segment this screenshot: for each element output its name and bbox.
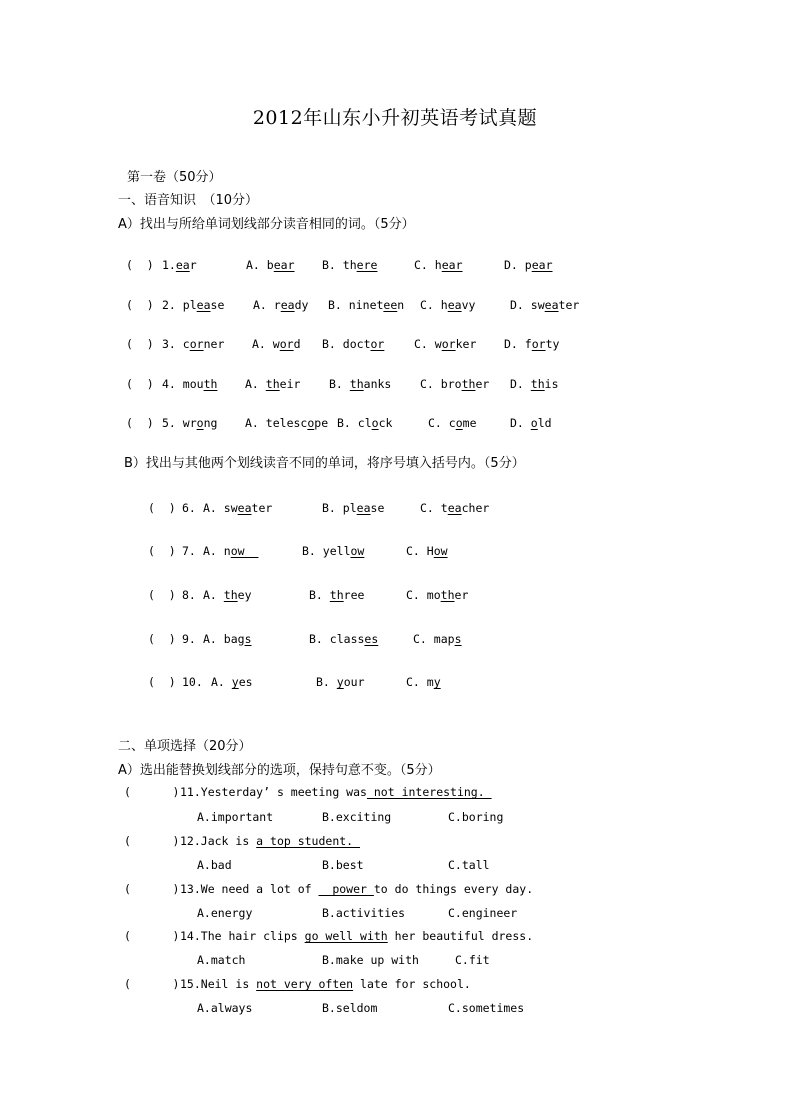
word-text: ree [343,588,365,602]
page-title: 2012年山东小升初英语考试真题 [252,107,538,129]
option-a: A.energy [197,906,253,920]
option-letter: C. [420,298,434,312]
option-letter: C. [406,588,420,602]
option-letter: C. [414,258,428,272]
option-letter: D. [510,377,524,391]
stem-text: Neil is [200,977,257,991]
question-number: 6. [182,501,196,515]
option-b [328,298,404,312]
word-underline: ow [230,544,259,558]
option-letter: B. [316,675,330,689]
word-text: bag [223,632,245,646]
stem-text: We need a lot of [200,882,319,896]
option-a [211,675,253,689]
option-b: B.make up with [322,953,419,967]
word-text: ter [251,501,273,515]
option-c [406,588,468,602]
question-stem [180,834,360,848]
word-underline: or [279,337,294,351]
word-text: cl [357,416,372,430]
stem-text: to do things every day. [373,882,534,896]
option-b: B.exciting [322,810,392,824]
section-1-heading: 一、语音知识 （10分） [118,193,259,208]
question-number: 4. [162,377,176,391]
word-underline: th [530,377,545,391]
word-underline: ea [447,298,462,312]
word-text: mo [426,588,441,602]
option-letter: B. [302,544,316,558]
word-text: se [210,298,225,312]
answer-paren[interactable]: ( ) [148,588,176,602]
word-text: h [440,298,448,312]
option-c [414,258,463,272]
word-text: map [433,632,455,646]
word-underline: ea [280,298,295,312]
option-c: C.fit [455,953,490,967]
word-underline: y [433,675,441,689]
option-letter: B. [337,416,351,430]
option-b: B.seldom [322,1001,378,1015]
option-c [414,337,476,351]
option-a [203,588,252,602]
word-text: dy [294,298,309,312]
word-underline: ere [356,258,378,272]
answer-paren[interactable]: ( ) [124,785,180,799]
answer-paren[interactable]: ( ) [124,882,180,896]
word-underline: ear [531,258,553,272]
answer-paren[interactable]: ( ) [126,377,154,391]
word-text: bro [440,377,462,391]
word-text: ty [545,337,560,351]
option-letter: B. [309,632,323,646]
answer-paren[interactable]: ( ) [148,501,176,515]
answer-paren[interactable]: ( ) [126,298,154,312]
answer-paren[interactable]: ( ) [126,337,154,351]
word-text: p [524,258,532,272]
word-text: pl [182,298,197,312]
option-letter: B. [328,298,342,312]
option-c [420,501,489,515]
question-number: 5. [162,416,176,430]
option-letter: B. [322,337,336,351]
option-c [413,632,462,646]
word-text: telesc [265,416,308,430]
answer-paren[interactable]: ( ) [124,977,180,991]
answer-paren[interactable]: ( ) [148,544,176,558]
word-underline: o [530,416,538,430]
word-underline: es [364,632,379,646]
option-b [322,337,384,351]
word-text: d [293,337,301,351]
word-text: sw [223,501,238,515]
option-c [420,298,475,312]
section-2-heading: 二、单项选择（20分） [118,739,252,754]
question-number: 10. [182,675,203,689]
word-underline: ow [350,544,365,558]
word-underline: th [349,377,364,391]
stem-text: late for school. [353,977,471,991]
word-text: h [434,258,442,272]
option-letter: A. [246,258,260,272]
option-letter: A. [253,298,267,312]
word-text: vy [461,298,476,312]
word-underline: or [370,337,385,351]
option-a [246,258,295,272]
word-text: eir [279,377,301,391]
option-a: A.always [197,1001,253,1015]
word-text: w [272,337,280,351]
option-letter: A. [203,501,217,515]
word-underline: o [455,416,463,430]
option-b [316,675,365,689]
word-text: c [448,416,456,430]
question-number: 2. [162,298,176,312]
option-a [203,632,252,646]
stem-underline: not interesting. [366,785,492,799]
word-text: our [343,675,365,689]
word-text: H [426,544,434,558]
question-number: 9. [182,632,196,646]
question-number: 15. [180,977,201,991]
option-a [253,298,308,312]
option-c: C.tall [448,858,490,872]
option-letter: A. [211,675,225,689]
option-a [245,416,328,430]
option-b [322,501,384,515]
word-text: th [342,258,357,272]
question-item [162,337,224,351]
word-underline: ea [447,501,462,515]
option-letter: A. [252,337,266,351]
word-underline: ea [356,501,371,515]
answer-paren[interactable]: ( ) [148,632,176,646]
question-item [162,377,217,391]
option-b [337,416,392,430]
question-stem [180,929,533,943]
word-text: m [426,675,434,689]
option-letter: B. [322,258,336,272]
stem-underline: go well with [304,929,388,943]
word-text: w [434,337,442,351]
word-underline: y [231,675,239,689]
word-underline: s [244,632,252,646]
word-underline: o [307,416,315,430]
word-underline: ear [441,258,463,272]
word-text: ker [455,337,477,351]
question-number: 12. [180,834,201,848]
question-stem [180,882,533,896]
option-c: C.engineer [448,906,518,920]
option-a [203,501,272,515]
question-number: 3. [162,337,176,351]
option-letter: D. [504,337,518,351]
option-letter: A. [245,377,259,391]
word-text: yell [322,544,351,558]
word-text: f [524,337,532,351]
word-text: cher [461,501,490,515]
question-item [162,416,217,430]
option-c: C.boring [448,810,504,824]
option-b: B.activities [322,906,406,920]
stem-text: her beautiful dress. [387,929,534,943]
word-text: t [440,501,448,515]
word-text: is [544,377,559,391]
option-a [245,377,300,391]
option-letter: B. [309,588,323,602]
word-underline: th [440,588,455,602]
word-text: r [189,258,197,272]
option-letter: C. [414,337,428,351]
word-text: pe [314,416,329,430]
word-text: ey [237,588,252,602]
option-d [504,337,559,351]
option-letter: D. [510,416,524,430]
word-text: er [475,377,490,391]
word-underline: ea [544,298,559,312]
word-text: class [329,632,365,646]
stem-text: Jack is [200,834,257,848]
word-underline: o [196,416,204,430]
option-letter: C. [420,377,434,391]
word-text: doct [342,337,371,351]
option-a: A.bad [197,858,232,872]
question-number: 11. [180,785,201,799]
option-letter: C. [428,416,442,430]
option-letter: C. [406,675,420,689]
question-stem [180,977,471,991]
word-text: mou [182,377,204,391]
word-underline: th [329,588,344,602]
stem-underline: a top student. [256,834,361,848]
stem-underline: power [318,882,374,896]
word-underline: or [189,337,204,351]
option-b [309,632,378,646]
option-a [203,544,258,558]
word-text: ter [558,298,580,312]
word-text: pl [342,501,357,515]
stem-text: Yesterday’ s meeting was [200,785,367,799]
answer-paren[interactable]: ( ) [124,834,180,848]
word-text: me [462,416,477,430]
stem-text: The hair clips [200,929,305,943]
word-underline: th [265,377,280,391]
option-c [406,544,448,558]
word-underline: ow [433,544,448,558]
word-underline: ear [273,258,295,272]
answer-paren[interactable]: ( ) [148,675,176,689]
word-underline: ea [237,501,252,515]
word-underline: s [454,632,462,646]
option-c [420,377,489,391]
question-item [162,258,197,272]
section-1-part-b: B）找出与其他两个划线读音不同的单词，将序号填入括号内。（5分） [124,456,525,471]
word-underline: ea [196,298,211,312]
option-letter: C. [413,632,427,646]
word-text: er [454,588,469,602]
option-b [329,377,391,391]
word-text: ninet [348,298,384,312]
option-d [510,298,579,312]
question-number: 14. [180,929,201,943]
option-a [252,337,301,351]
option-c [428,416,477,430]
option-letter: C. [420,501,434,515]
question-number: 8. [182,588,196,602]
option-letter: A. [203,544,217,558]
option-letter: D. [510,298,524,312]
option-letter: B. [329,377,343,391]
word-underline: o [371,416,379,430]
question-stem [180,785,492,799]
option-b [302,544,364,558]
option-d [510,377,559,391]
option-letter: A. [203,632,217,646]
word-text: n [397,298,405,312]
word-underline: y [336,675,344,689]
word-text: b [266,258,274,272]
option-letter: A. [245,416,259,430]
word-text: se [370,501,385,515]
word-text: ng [203,416,218,430]
option-d [504,258,553,272]
option-a: A.important [197,810,274,824]
word-underline: th [461,377,476,391]
question-number: 1. [162,258,176,272]
option-d [510,416,552,430]
volume-heading: 第一卷（50分） [127,170,222,185]
word-underline: ee [383,298,398,312]
stem-underline: not very often [256,977,354,991]
answer-paren[interactable]: ( ) [124,929,180,943]
word-underline: th [223,588,238,602]
word-underline: or [531,337,546,351]
word-underline: or [441,337,456,351]
answer-paren[interactable]: ( ) [126,258,154,272]
option-letter: D. [504,258,518,272]
option-letter: C. [406,544,420,558]
answer-paren[interactable]: ( ) [126,416,154,430]
option-a: A.match [197,953,246,967]
question-item [162,298,224,312]
word-text: ck [378,416,393,430]
question-number: 7. [182,544,196,558]
word-text: c [182,337,190,351]
option-b [309,588,364,602]
word-text: n [223,544,231,558]
option-letter: A. [203,588,217,602]
word-text: ld [537,416,552,430]
word-text: r [273,298,281,312]
word-text: ner [203,337,225,351]
option-b: B.best [322,858,364,872]
option-letter: B. [322,501,336,515]
word-text: sw [530,298,545,312]
word-underline: ea [175,258,190,272]
word-text: wr [182,416,197,430]
option-c [406,675,441,689]
question-number: 13. [180,882,201,896]
option-c: C.sometimes [448,1001,525,1015]
option-b [322,258,377,272]
word-underline: th [203,377,218,391]
section-1-part-a: A）找出与所给单词划线部分读音相同的词。（5分） [118,217,415,232]
word-text: anks [363,377,392,391]
word-text: es [238,675,253,689]
section-2-part-a: A）选出能替换划线部分的选项，保持句意不变。（5分） [118,763,441,778]
